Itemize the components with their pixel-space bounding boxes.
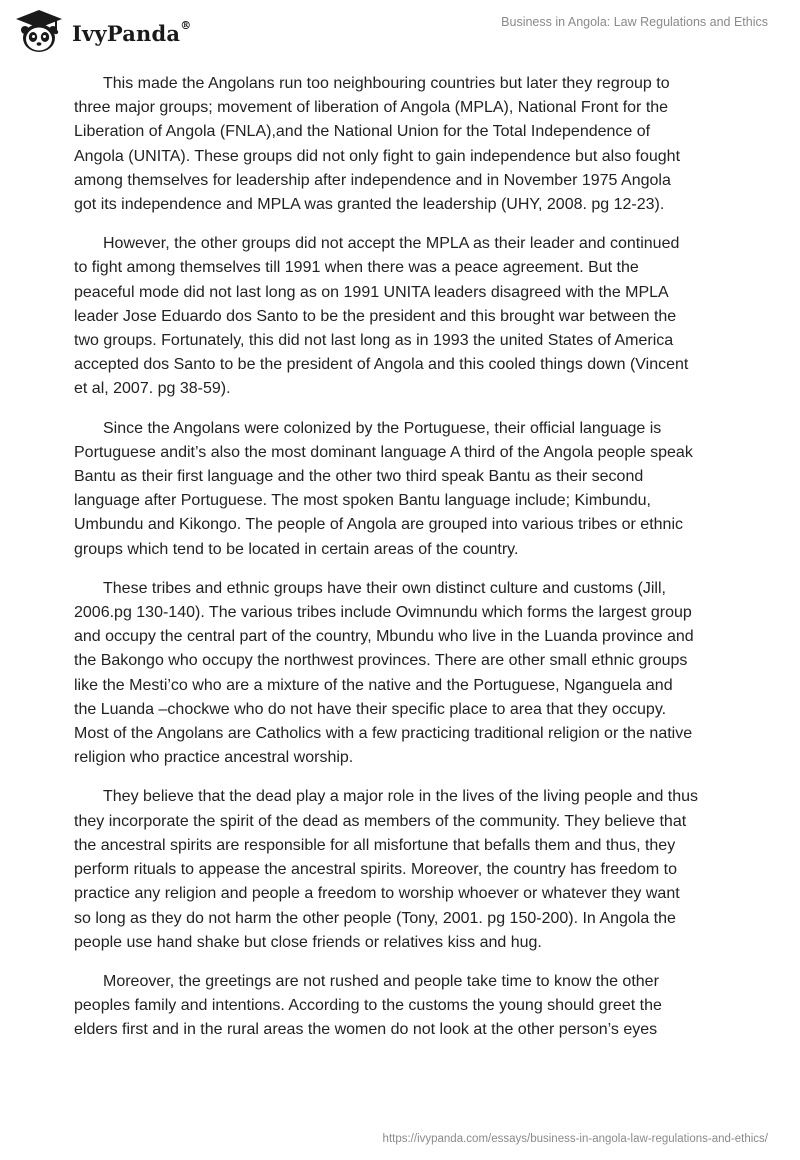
- paragraph: Moreover, the greetings are not rushed and people take time to know the other peoples family and intentions. According to the customs the young should greet the elders first and in the rural areas the women do not look at the other person’s eyes: [74, 972, 662, 1039]
- paragraph: However, the other groups did not accept the MPLA as their leader and continued to fight among themselves till 1991 when there was a peace agreement. But the peaceful mode did not last long as on 1991 UNITA leaders disagreed with the MPLA leader Jose Eduardo dos Santo to be the president and this brought war between the two groups. Fortunately, this did not last long as in 1993 the united States of America accepted dos Santo to be the president of Angola and this cooled things down (Vincent et al, 2007. pg 38-59).: [74, 235, 689, 398]
- page-header: [0, 0, 800, 70]
- document-title: Business in Angola: Law Regulations and Ethics: [501, 15, 768, 29]
- paragraph: This made the Angolans run too neighbouring countries but later they regroup to three major groups; movement of liberation of Angola (MPLA), National Front for the Liberation of Angola (FNLA),and the National Union for the Total Independence of Angola (UNITA). These groups did not only fight to gain independence but also fought among themselves for leadership after independence and in November 1975 Angola got its independence and MPLA was granted the leadership (UHY, 2008. pg 12-23).: [74, 75, 681, 214]
- paragraph: Since the Angolans were colonized by the Portuguese, their official language is Portuguese andit’s also the most dominant language A third of the Angola people speak Bantu as their first language and the other two third speak Bantu as their second language after Portuguese. The most spoken Bantu language include; Kimbundu, Umbundu and Kikongo. The people of Angola are grouped into various tribes or ethnic groups which tend to be located in certain areas of the country.: [74, 419, 693, 558]
- source-url[interactable]: https://ivypanda.com/essays/business-in-angola-law-regulations-and-ethics/: [382, 1133, 768, 1145]
- essay-body: [74, 72, 730, 1058]
- paragraph: These tribes and ethnic groups have their own distinct culture and customs (Jill, 2006.pg 130-140). The various tribes include Ovimnundu which forms the largest group and occupy the central part of the country, Mbundu who live in the Luanda province and the Bakongo who occupy the northwest provinces. There are other small ethnic groups like the Mesti’co who are a mixture of the native and the Portuguese, Nganguela and the Luanda –chockwe who do not have their specific place to area that they occupy. Most of the Angolans are Catholics with a few practicing traditional religion or the native religion who practice ancestral worship.: [74, 579, 694, 767]
- ivypanda-logo[interactable]: [12, 8, 191, 56]
- panda-graduation-cap-icon: [12, 8, 66, 56]
- paragraph: They believe that the dead play a major role in the lives of the living people and thus they incorporate the spirit of the dead as members of the community. They believe that the ancestral spirits are responsible for all misfortune that befalls them and thus, they perform rituals to appease the ancestral spirits. Moreover, the country has freedom to practice any religion and people a freedom to worship whoever or whatever they want so long as they do not harm the other people (Tony, 2001. pg 150-200). In Angola the people use hand shake but close friends or relatives kiss and hug.: [74, 788, 699, 951]
- logo-text: IvyPanda®: [72, 18, 192, 46]
